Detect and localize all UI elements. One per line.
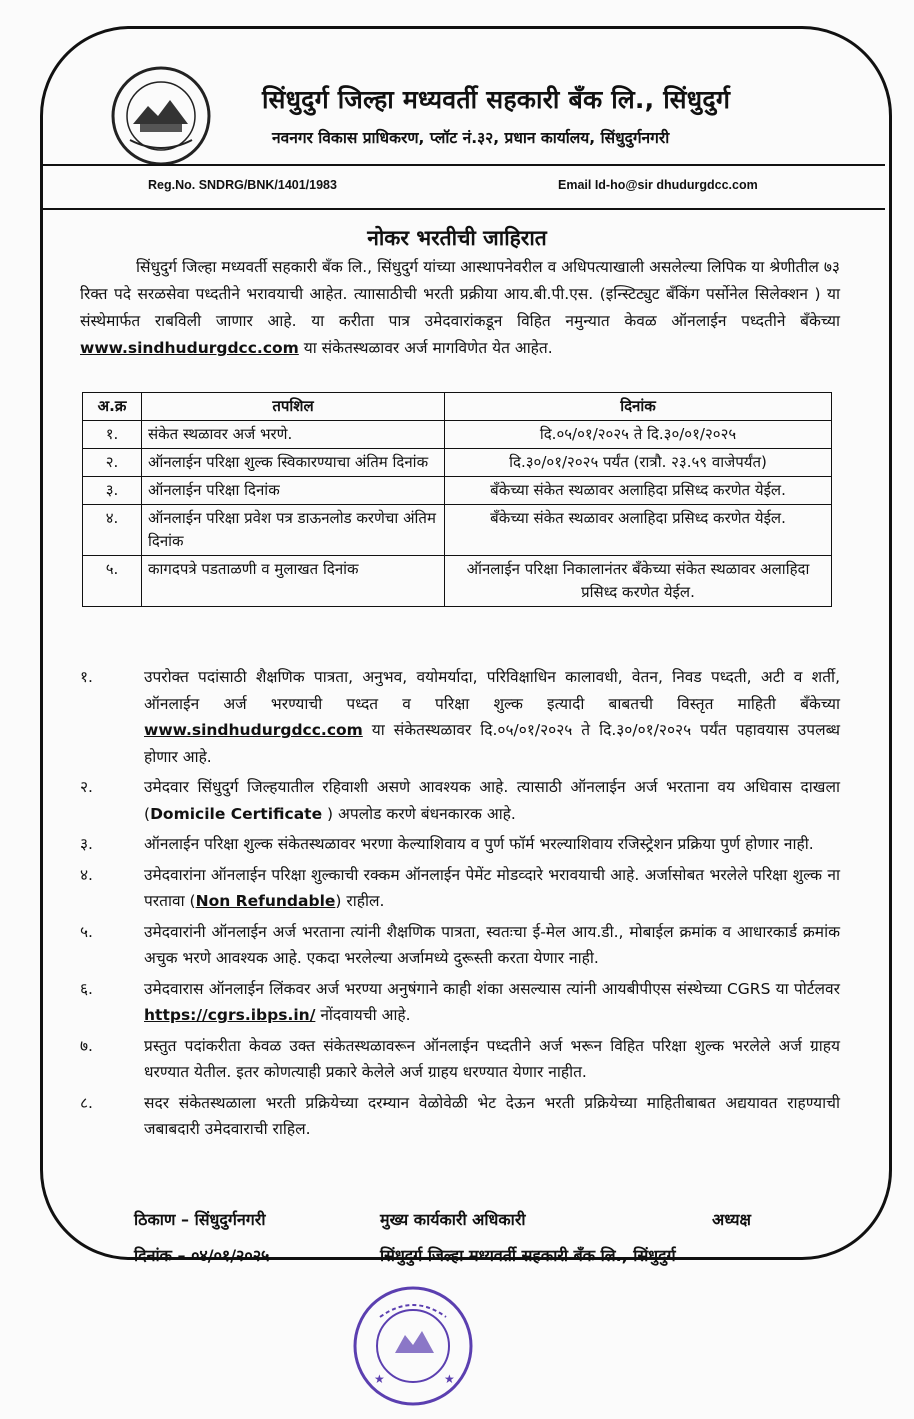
intro-text: सिंधुदुर्ग जिल्हा मध्यवर्ती सहकारी बँक लि., सिंधुदुर्ग यांच्या आस्थापनेवरील व अधिपत्याखाली असलेल्या लिपिक या श्रेणीतील ७३ रिक्त पदे सरळसेवा पध्दतीने भरावयाची आहेत. त्याासाठीची भरती प्रक्रीया आय.बी.पी.एस. (इन्स्टिट्युट बँकिंग पर्सोनेल सिलेक्शन ) या संस्थेमार्फत राबविली जाणार आहे. या करीता पात्र उमेदवारांकडून विहित नमुन्यात केवळ ऑनलाईन पध्दतीने बँकेच्या xyxy=(80,258,840,330)
row-detail: ऑनलाईन परिक्षा दिनांक xyxy=(142,477,445,505)
term-number: ४. xyxy=(80,865,93,884)
row-detail: ऑनलाईन परिक्षा प्रवेश पत्र डाऊनलोड करणेचा अंतिम दिनांक xyxy=(142,505,445,556)
header-divider-bottom xyxy=(42,208,885,210)
row-date: दि.०५/०१/२०२५ ते दि.३०/०१/२०२५ xyxy=(445,421,832,449)
list-item xyxy=(76,976,840,1029)
bank-address: नवनगर विकास प्राधिकरण, प्लॉट नं.३२, प्रधान कार्यालय, सिंधुदुर्गनगरी xyxy=(272,129,670,147)
list-item xyxy=(76,831,840,858)
bank-seal-stamp xyxy=(350,1283,476,1409)
row-detail: कागदपत्रे पडताळणी व मुलाखत दिनांक xyxy=(142,556,445,607)
table-row xyxy=(83,477,832,505)
term-text: उपरोक्त पदांसाठी शैक्षणिक पात्रता, अनुभव, वयोमर्यादा, परिविक्षाधिन कालावधी, वेतन, निवड पध्दती, अटी व शर्ती, ऑनलाईन अर्ज भरण्याची पध्दत व परिक्षा शुल्क इत्यादी बाबतची विस्तृत माहिती बँकेच्या www.sindhudurgdcc.com या संकेतस्थळावर दि.०५/०१/२०२५ ते दि.३०/०१/२०२५ पर्यंत पहावयास उपलब्ध होणार आहे. xyxy=(144,668,840,766)
list-item xyxy=(76,919,840,972)
row-date: बँकेच्या संकेत स्थळावर अलाहिदा प्रसिध्द करणेत येईल. xyxy=(445,505,832,556)
table-row xyxy=(83,556,832,607)
table-row xyxy=(83,505,832,556)
col-header-date: दिनांक xyxy=(445,393,832,421)
place-label: ठिकाण – सिंधुदुर्गनगरी xyxy=(134,1210,266,1229)
table-row xyxy=(83,421,832,449)
col-header-detail: तपशिल xyxy=(142,393,445,421)
row-no: १. xyxy=(83,421,142,449)
row-date: ऑनलाईन परिक्षा निकालानंतर बँकेच्या संकेत स्थळावर अलाहिदा प्रसिध्द करणेत येईल. xyxy=(445,556,832,607)
row-detail: ऑनलाईन परिक्षा शुल्क स्विकारण्याचा अंतिम दिनांक xyxy=(142,449,445,477)
list-item xyxy=(76,664,840,770)
term-number: ८. xyxy=(80,1093,93,1112)
intro-paragraph xyxy=(80,254,840,362)
website-link[interactable]: www.sindhudurgdcc.com xyxy=(80,339,299,357)
table-row xyxy=(83,449,832,477)
row-detail: संकेत स्थळावर अर्ज भरणे. xyxy=(142,421,445,449)
term-number: ६. xyxy=(80,979,93,998)
list-item xyxy=(76,774,840,827)
website-link[interactable]: www.sindhudurgdcc.com xyxy=(144,721,363,739)
row-date: दि.३०/०१/२०२५ पर्यंत (रात्रौ. २३.५९ वाजेपर्यंत) xyxy=(445,449,832,477)
cgrs-link[interactable]: https://cgrs.ibps.in/ xyxy=(144,1006,316,1024)
list-item xyxy=(76,1033,840,1086)
row-no: ५. xyxy=(83,556,142,607)
term-number: ७. xyxy=(80,1036,93,1055)
row-date: बँकेच्या संकेत स्थळावर अलाहिदा प्रसिध्द करणेत येईल. xyxy=(445,477,832,505)
term-number: ५. xyxy=(80,922,93,941)
term-text: प्रस्तुत पदांकरीता केवळ उक्त संकेतस्थळावरून ऑनलाईन पध्दतीने अर्ज भरून विहित परिक्षा शुल्क भरलेले अर्ज ग्राहय धरण्यात येतील. इतर कोणत्याही प्रकारे केलेले अर्ज ग्राहय धरण्यात येणार नाहीत. xyxy=(144,1036,840,1081)
terms-list xyxy=(76,664,840,1147)
email-id: Email Id-ho@sir dhudurgdcc.com xyxy=(558,178,758,192)
schedule-table xyxy=(82,392,832,607)
row-no: ४. xyxy=(83,505,142,556)
term-text: उमेदवारांनी ऑनलाईन अर्ज भरताना त्यांनी शैक्षणिक पात्रता, स्वतःचा ई-मेल आय.डी., मोबाईल क्रमांक व आधारकार्ड क्रमांक अचुक भरणे आवश्यक आहे. एकदा भरलेल्या अर्जामध्ये दुरूस्ती करता येणार नाही. xyxy=(144,922,840,967)
header-divider-top xyxy=(42,164,885,166)
svg-text:★: ★ xyxy=(444,1372,455,1386)
term-text: उमेदवार सिंधुदुर्ग जिल्हयातील रहिवाशी असणे आवश्यक आहे. त्यासाठी ऑनलाईन अर्ज भरताना वय अधिवास दाखला (Domicile Certificate ) अपलोड करणे बंधनकारक आहे. xyxy=(144,778,840,823)
row-no: २. xyxy=(83,449,142,477)
bank-logo xyxy=(108,64,214,168)
chairman-title: अध्यक्ष xyxy=(712,1210,751,1229)
ceo-title: मुख्य कार्यकारी अधिकारी xyxy=(380,1210,526,1229)
term-number: २. xyxy=(80,778,93,796)
svg-text:★: ★ xyxy=(374,1372,385,1386)
term-number: १. xyxy=(80,668,93,686)
registration-number: Reg.No. SNDRG/BNK/1401/1983 xyxy=(148,178,337,192)
row-no: ३. xyxy=(83,477,142,505)
term-text: सदर संकेतस्थळाला भरती प्रक्रियेच्या दरम्यान वेळोवेळी भेट देऊन भरती प्रक्रियेच्या माहितीबाबत अद्ययावत राहण्याची जबाबदारी उमेदवाराची राहिल. xyxy=(144,1093,840,1138)
col-header-no: अ.क्र xyxy=(83,393,142,421)
advertisement-title: नोकर भरतीची जाहिरात xyxy=(367,226,547,250)
list-item xyxy=(76,1090,840,1143)
date-label: दिनांक – ०४/०१/२०२५ xyxy=(134,1246,270,1265)
term-text: ऑनलाईन परिक्षा शुल्क संकेतस्थळावर भरणा केल्याशिवाय व पुर्ण फॉर्म भरल्याशिवाय रजिस्ट्रेशन प्रक्रिया पुर्ण होणार नाही. xyxy=(144,835,814,853)
term-number: ३. xyxy=(80,835,93,853)
term-text: उमेदवारांना ऑनलाईन परिक्षा शुल्काची रक्कम ऑनलाईन पेमेंट मोडव्दारे भरावयाची आहे. अर्जासोबत भरलेले परिक्षा शुल्क ना परतावा (Non Refundable) राहील. xyxy=(144,865,840,910)
intro-tail: या संकेतस्थळावर अर्ज मागविणेत येत आहेत. xyxy=(303,339,553,357)
signatory-bank-name: सिंधुदुर्ग जिल्हा मध्यवर्ती सहकारी बँक लि., सिंधुदुर्ग xyxy=(380,1246,676,1265)
list-item xyxy=(76,862,840,915)
bank-name: सिंधुदुर्ग जिल्हा मध्यवर्ती सहकारी बँक लि., सिंधुदुर्ग xyxy=(262,85,731,114)
term-text: उमेदवारास ऑनलाईन लिंकवर अर्ज भरण्या अनुषंगाने काही शंका असल्यास त्यांनी आयबीपीएस संस्थेच्या CGRS या पोर्टलवर https://cgrs.ibps.in/ नोंदवायची आहे. xyxy=(144,979,840,1024)
